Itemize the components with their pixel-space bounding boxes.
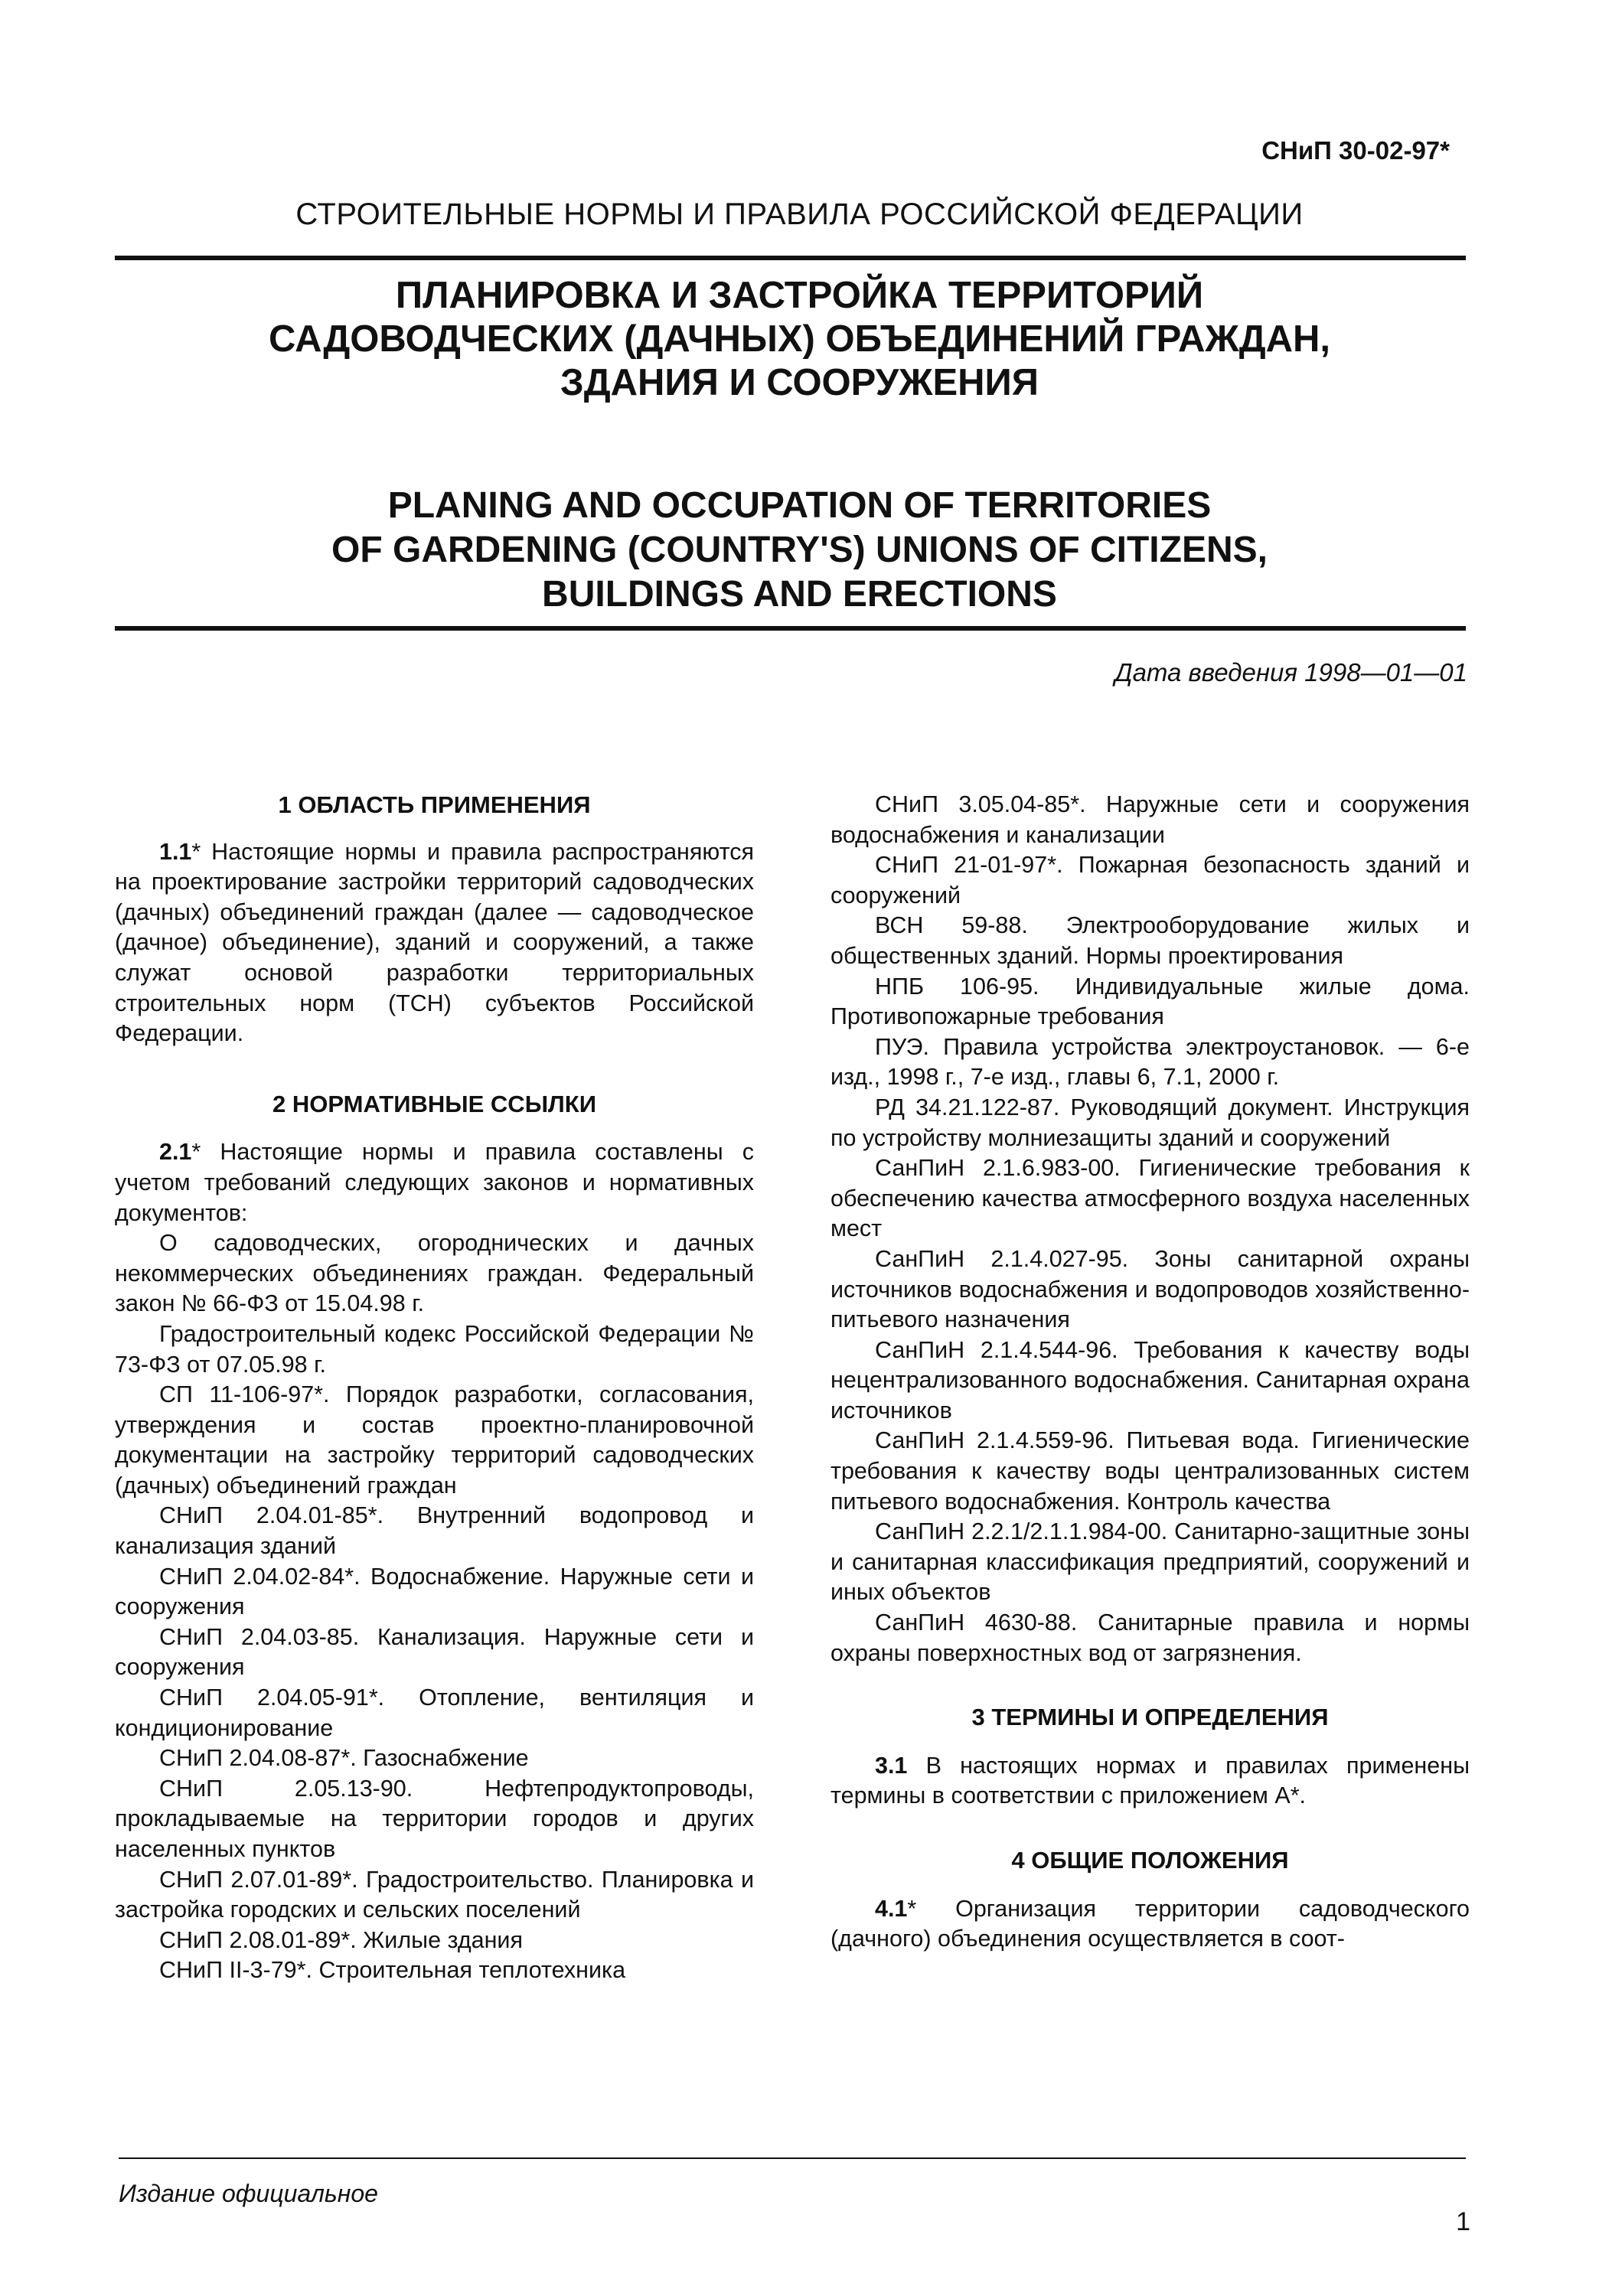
clause-text: * Настоящие нормы и правила составлены с учетом требований следующих законов и нормативных документов: — [115, 1139, 754, 1226]
section-heading-4: 4 ОБЩИЕ ПОЛОЖЕНИЯ — [1011, 1847, 1289, 1874]
clause-3-1 — [831, 1751, 1470, 1812]
title-english — [0, 484, 1599, 617]
reference-item: ПУЭ. Правила устройства электроустановок. — 6-е изд., 1998 г., 7-е изд., главы 6, 7.1, 2000 г. — [831, 1033, 1470, 1091]
left-column — [115, 790, 754, 1986]
reference-item: СанПиН 2.2.1/2.1.1.984-00. Санитарно-защитные зоны и санитарная классификация предприятий, сооружений и иных объектов — [831, 1518, 1470, 1606]
reference-item: СанПиН 4630-88. Санитарные правила и нормы охраны поверхностных вод от загрязнения. — [831, 1609, 1470, 1666]
clause-number: 1.1 — [159, 838, 192, 865]
clause-number: 2.1 — [159, 1139, 192, 1166]
reference-item: СНиП 2.08.01-89*. Жилые здания — [159, 1926, 523, 1953]
reference-item: СанПиН 2.1.4.544-96. Требования к качеству воды нецентрализованного водоснабжения. Санитарная охрана источников — [831, 1336, 1470, 1424]
reference-item: СНиП 2.04.01-85*. Внутренний водопровод и канализация зданий — [115, 1502, 754, 1560]
reference-item: СНиП 3.05.04-85*. Наружные сети и сооружения водоснабжения и канализации — [831, 791, 1470, 848]
document-code: СНиП 30-02-97* — [1261, 136, 1450, 165]
reference-item: СНиП 2.04.03-85. Канализация. Наружные сети и сооружения — [115, 1623, 754, 1681]
reference-item: СНиП 2.04.02-84*. Водоснабжение. Наружные сети и сооружения — [115, 1563, 754, 1620]
reference-item: СНиП 21-01-97*. Пожарная безопасность зданий и сооружений — [831, 852, 1470, 908]
title-ru-line: САДОВОДЧЕСКИХ (ДАЧНЫХ) ОБЪЕДИНЕНИЙ ГРАЖДАН, — [268, 318, 1330, 360]
reference-item: СНиП 2.05.13-90. Нефтепродуктопроводы, прокладываемые на территории городов и других населенных пунктов — [115, 1775, 754, 1862]
reference-item: СанПиН 2.1.4.027-95. Зоны санитарной охраны источников водоснабжения и водопроводов хозяйственно-питьевого назначения — [831, 1245, 1470, 1333]
clause-number: 3.1 — [875, 1752, 908, 1779]
reference-item: СНиП 2.04.08-87*. Газоснабжение — [159, 1745, 529, 1772]
section-heading-2: 2 НОРМАТИВНЫЕ ССЫЛКИ — [272, 1090, 596, 1117]
reference-item: Градостроительный кодекс Российской Федерации № 73-ФЗ от 07.05.98 г. — [115, 1320, 754, 1378]
title-en-line: PLANING AND OCCUPATION OF TERRITORIES — [387, 485, 1212, 526]
clause-text: В настоящих нормах и правилах применены термины в соответствии с приложением А*. — [831, 1752, 1470, 1809]
reference-item: ВСН 59-88. Электрооборудование жилых и общественных зданий. Нормы проектирования — [831, 912, 1470, 969]
clause-number: 4.1 — [875, 1895, 908, 1922]
official-edition-note: Издание официальное — [119, 2180, 378, 2207]
introduction-date: Дата введения 1998—01—01 — [1114, 658, 1467, 687]
footer-rule — [119, 2157, 1466, 2159]
reference-item: СНиП 2.07.01-89*. Градостроительство. Планировка и застройка городских и сельских поселений — [115, 1866, 754, 1923]
header-rule — [115, 256, 1466, 260]
reference-item: СанПиН 2.1.4.559-96. Питьевая вода. Гигиенические требования к качеству воды централизованных систем питьевого водоснабжения. Контроль качества — [831, 1427, 1470, 1515]
title-ru-line: ПЛАНИРОВКА И ЗАСТРОЙКА ТЕРРИТОРИЙ — [395, 275, 1204, 316]
title-russian — [0, 274, 1599, 405]
clause-text: * Организация территории садоводческого (дачного) объединения осуществляется в соот- — [831, 1895, 1470, 1952]
reference-item: СНиП 2.04.05-91*. Отопление, вентиляция и кондиционирование — [115, 1684, 754, 1741]
title-en-line: BUILDINGS AND ERECTIONS — [542, 574, 1057, 615]
title-ru-line: ЗДАНИЯ И СООРУЖЕНИЯ — [560, 362, 1039, 403]
section-heading-3: 3 ТЕРМИНЫ И ОПРЕДЕЛЕНИЯ — [971, 1704, 1329, 1731]
page-number: 1 — [1456, 2207, 1470, 2236]
section-heading-1: 1 ОБЛАСТЬ ПРИМЕНЕНИЯ — [278, 791, 591, 818]
issuing-body-line: СТРОИТЕЛЬНЫЕ НОРМЫ И ПРАВИЛА РОССИЙСКОЙ ФЕДЕРАЦИИ — [295, 197, 1304, 231]
reference-item: СП 11-106-97*. Порядок разработки, согласования, утверждения и состав проектно-планировочной документации на застройку территорий садоводческих (дачных) объединений граждан — [115, 1381, 754, 1499]
clause-1-1 — [115, 837, 754, 1049]
reference-item: СанПиН 2.1.6.983-00. Гигиенические требования к обеспечению качества атмосферного воздуха населенных мест — [831, 1155, 1470, 1242]
title-en-line: OF GARDENING (COUNTRY'S) UNIONS OF CITIZENS, — [331, 530, 1268, 570]
clause-4-1 — [831, 1894, 1470, 1955]
clause-2-1 — [115, 1137, 754, 1228]
right-column — [831, 790, 1470, 1955]
title-rule — [115, 626, 1466, 631]
reference-item: О садоводческих, огороднических и дачных некоммерческих объединениях граждан. Федеральный закон № 66-ФЗ от 15.04.98 г. — [115, 1230, 754, 1317]
reference-item: НПБ 106-95. Индивидуальные жилые дома. Противопожарные требования — [831, 973, 1470, 1030]
reference-item: РД 34.21.122-87. Руководящий документ. Инструкция по устройству молниезащиты зданий и сооружений — [831, 1094, 1470, 1151]
reference-item: СНиП II-3-79*. Строительная теплотехника — [159, 1957, 626, 1984]
clause-text: * Настоящие нормы и правила распространяются на проектирование застройки территорий садоводческих (дачных) объединений граждан (далее — садоводческое (дачное) объединение), зданий и сооружений, а также служат основой разработки территориальных строительных норм (ТСН) субъектов Российской Федерации. — [115, 838, 754, 1047]
